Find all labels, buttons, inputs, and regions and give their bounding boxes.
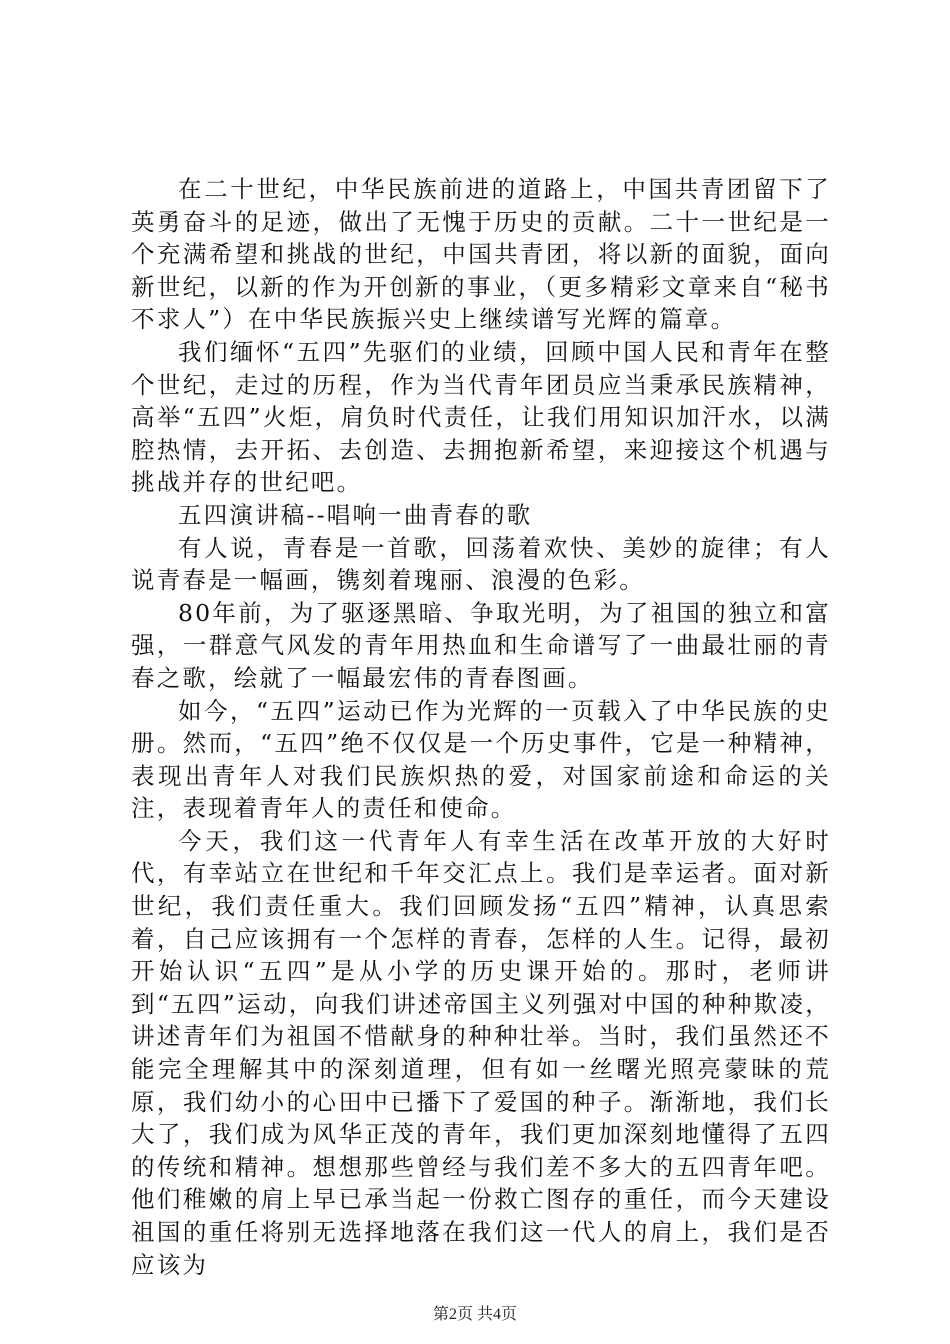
paragraph: 在二十世纪，中华民族前进的道路上，中国共青团留下了英勇奋斗的足迹，做出了无愧于历史的贡献。二十一世纪是一个充满希望和挑战的世纪，中国共青团，将以新的面貌，面向新世纪，以新的作为开创新的事业，（更多精彩文章来自“秘书不求人”）在中华民族振兴史上继续谱写光辉的篇章。	[131, 175, 831, 334]
paragraph: 我们缅怀“五四”先驱们的业绩，回顾中国人民和青年在整个世纪，走过的历程，作为当代青年团员应当秉承民族精神，高举“五四”火炬，肩负时代责任，让我们用知识加汗水，以满腔热情，去开拓、去创造、去拥抱新希望，来迎接这个机遇与挑战并存的世纪吧。	[131, 337, 831, 497]
paragraph: 如今，“五四”运动已作为光辉的一页载入了中华民族的史册。然而，“五四”绝不仅仅是一个历史事件，它是一种精神，表现出青年人对我们民族炽热的爱，对国家前途和命运的关注，表现着青年人的责任和使命。	[131, 696, 831, 823]
document-body	[131, 173, 831, 1281]
page-footer: 第2页 共4页	[432, 1306, 517, 1323]
paragraph: 有人说，青春是一首歌，回荡着欢快、美妙的旋律；有人说青春是一幅画，镌刻着瑰丽、浪漫的色彩。	[131, 533, 831, 595]
section-heading: 五四演讲稿--唱响一曲青春的歌	[178, 500, 533, 529]
paragraph: 今天，我们这一代青年人有幸生活在改革开放的大好时代，有幸站立在世纪和千年交汇点上。我们是幸运者。面对新世纪，我们责任重大。我们回顾发扬“五四”精神，认真思索着，自己应该拥有一个怎样的青春，怎样的人生。记得，最初开始认识“五四”是从小学的历史课开始的。那时，老师讲到“五四”运动，向我们讲述帝国主义列强对中国的种种欺凌，讲述青年们为祖国不惜献身的种种壮举。当时，我们虽然还不能完全理解其中的深刻道理，但有如一丝曙光照亮蒙昧的荒原，我们幼小的心田中已播下了爱国的种子。渐渐地，我们长大了，我们成为风华正茂的青年，我们更加深刻地懂得了五四的传统和精神。想想那些曾经与我们差不多大的五四青年吧。他们稚嫩的肩上早已承当起一份救亡图存的重任，而今天建设祖国的重任将别无选择地落在我们这一代人的肩上，我们是否应该为	[131, 826, 831, 1279]
paragraph: 80年前，为了驱逐黑暗、争取光明，为了祖国的独立和富强，一群意气风发的青年用热血和生命谱写了一曲最壮丽的青春之歌，绘就了一幅最宏伟的青春图画。	[131, 598, 831, 692]
